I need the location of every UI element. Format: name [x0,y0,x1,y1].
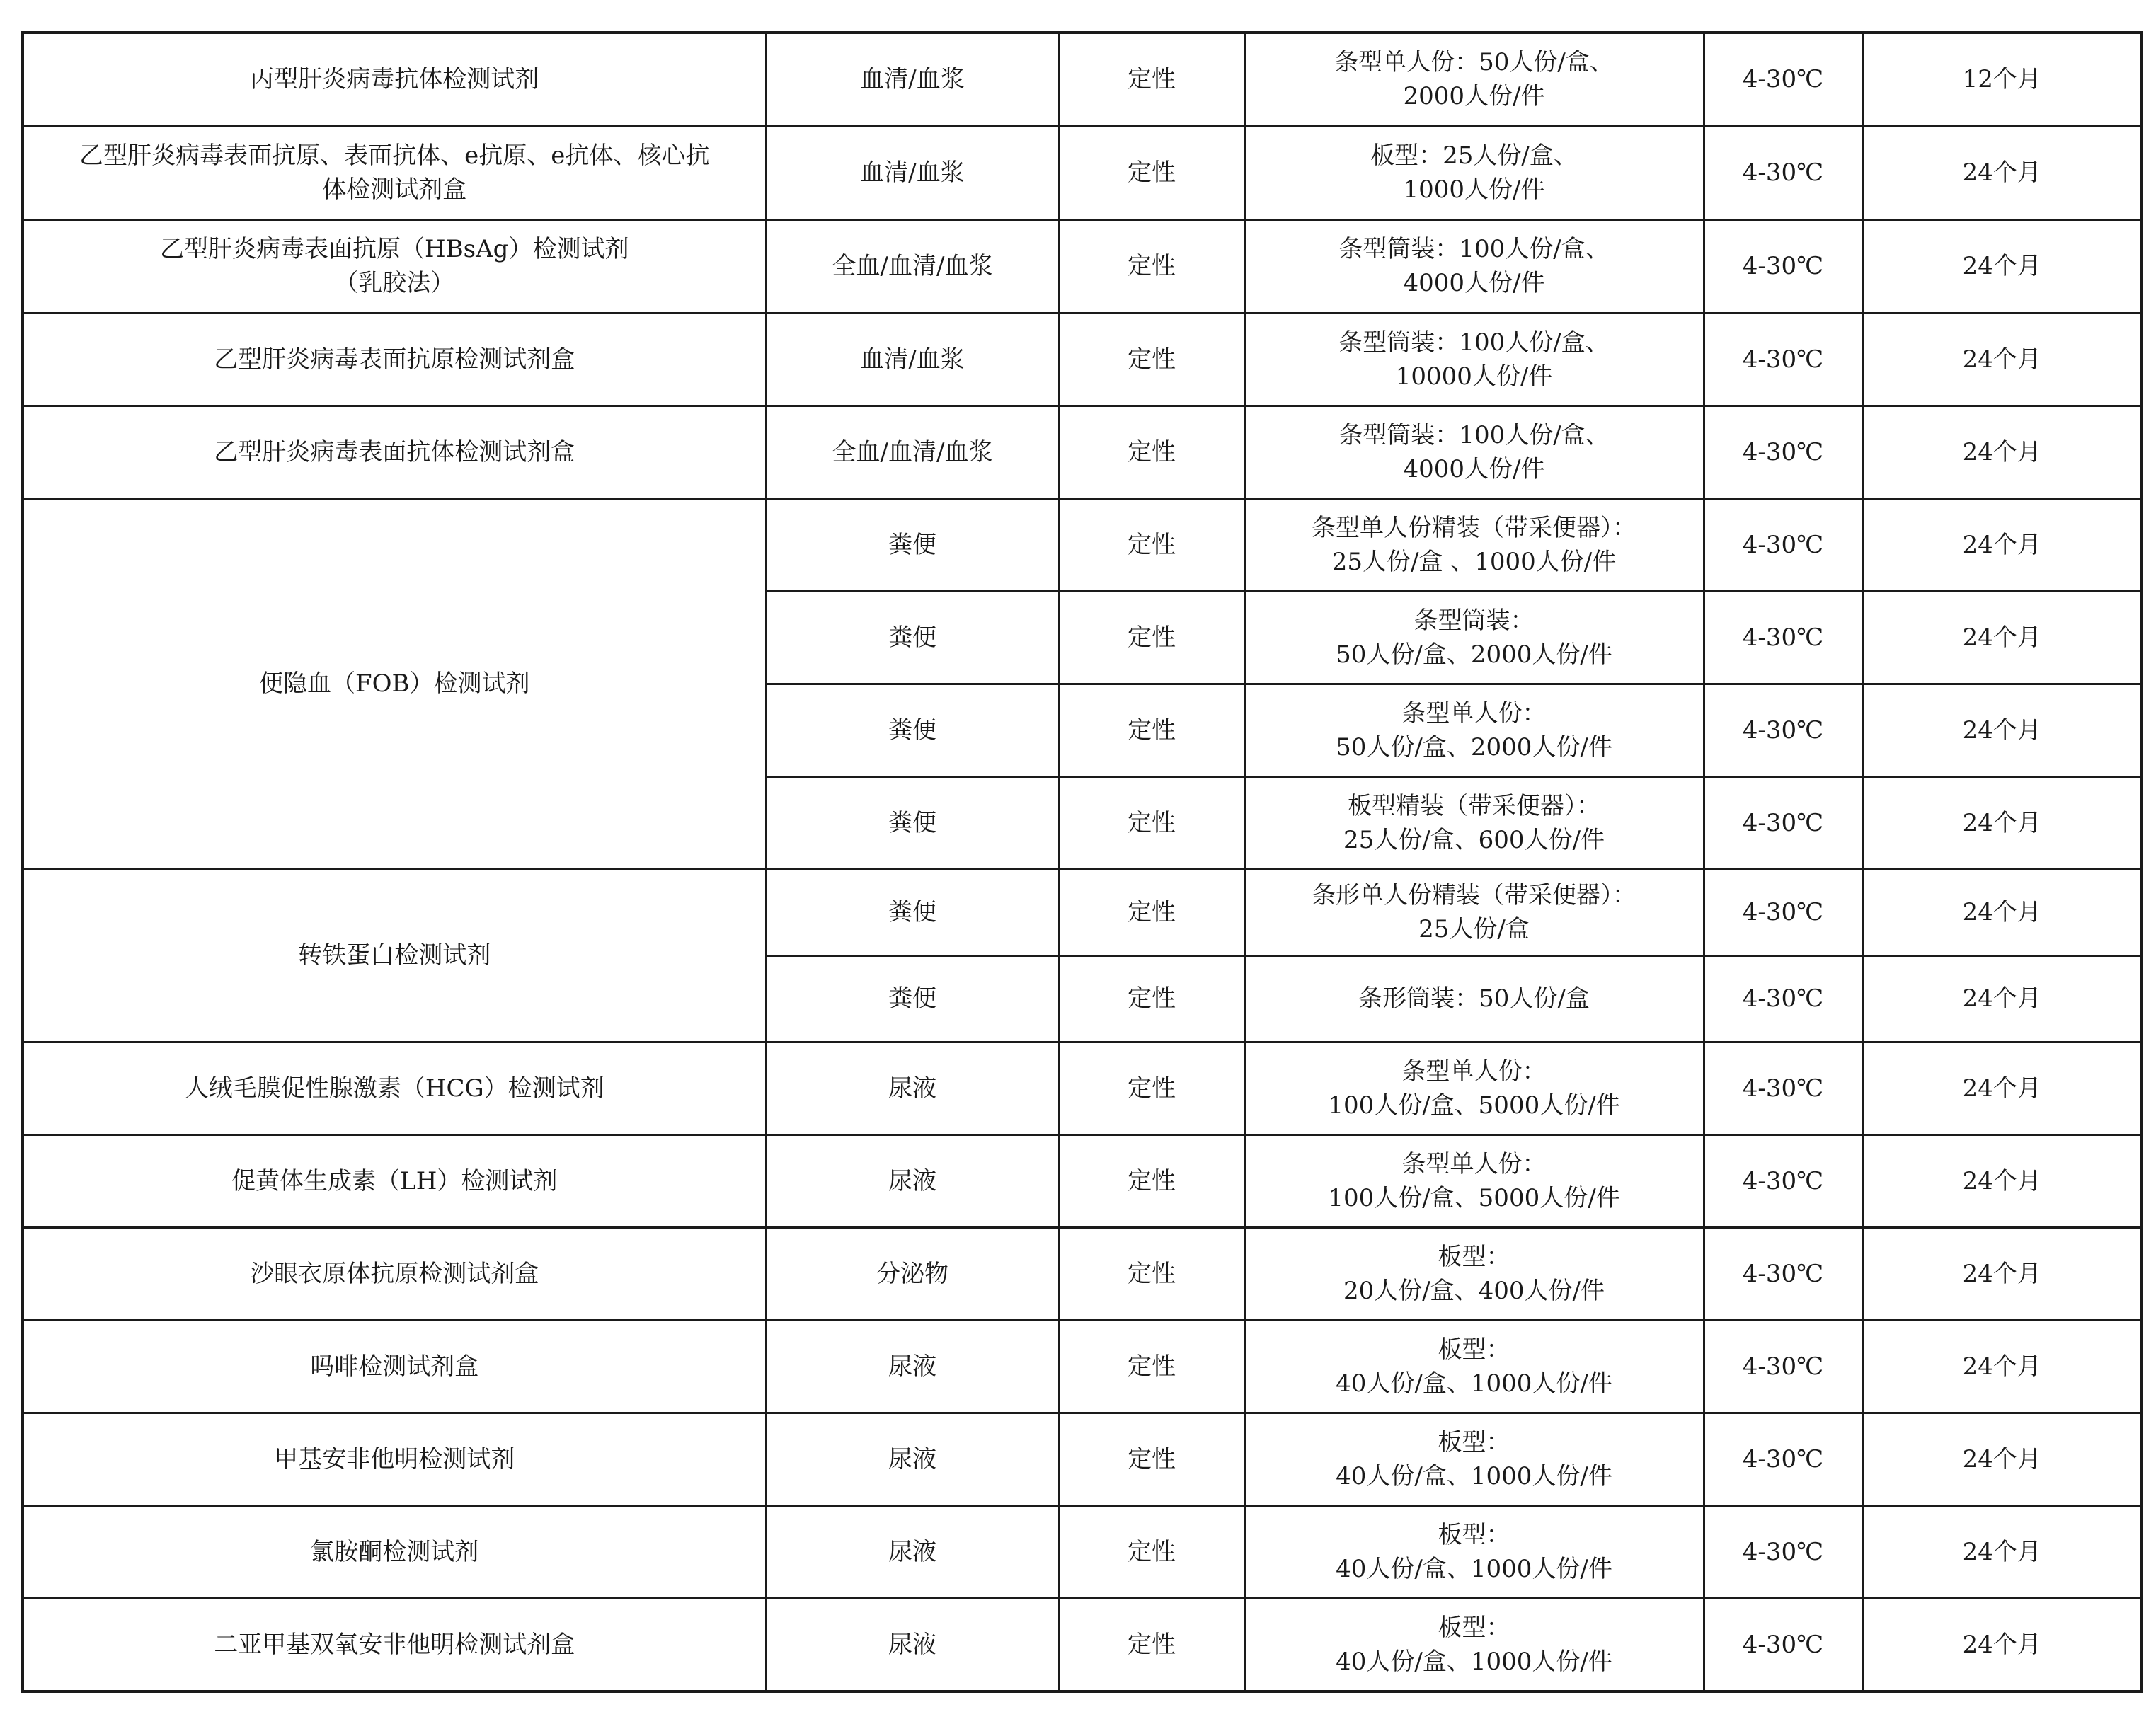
shelf-life-cell: 24个月 [1862,1042,2142,1135]
package-spec-line: 100人份/盒、5000人份/件 [1328,1091,1620,1120]
shelf-life-cell: 24个月 [1862,406,2142,498]
method-cell: 定性 [1059,313,1244,406]
table-row [23,1599,2142,1691]
shelf-life-cell: 24个月 [1862,1413,2142,1506]
method-cell: 定性 [1059,869,1244,955]
package-spec-line: 条型单人份： [1401,699,1547,728]
method-cell: 定性 [1059,1599,1244,1691]
table-row [23,1321,2142,1413]
storage-temp-cell: 4-30℃ [1704,955,1862,1042]
product-table-body [23,33,2142,1691]
method-cell: 定性 [1059,1228,1244,1321]
package-spec-cell [1244,498,1704,591]
package-spec-cell [1244,1506,1704,1599]
product-name-cell [23,219,766,313]
storage-temp-cell: 4-30℃ [1704,591,1862,684]
product-name-cell [23,1135,766,1228]
method-cell: 定性 [1059,591,1244,684]
shelf-life-cell: 24个月 [1862,1135,2142,1228]
storage-temp-cell: 4-30℃ [1704,1599,1862,1691]
table-row [23,1228,2142,1321]
method-cell: 定性 [1059,33,1244,126]
package-spec-line: 板型： [1438,1614,1510,1643]
shelf-life-cell: 24个月 [1862,869,2142,955]
product-name-line: 吗啡检测试剂盒 [310,1352,479,1381]
shelf-life-cell: 24个月 [1862,126,2142,219]
product-name-line: 乙型肝炎病毒表面抗原（HBsAg）检测试剂 [160,235,629,264]
package-spec-cell [1244,1599,1704,1691]
sample-type-cell: 尿液 [766,1042,1059,1135]
package-spec-line: 50人份/盒、2000人份/件 [1336,640,1612,669]
package-spec-line: 40人份/盒、1000人份/件 [1336,1462,1612,1491]
storage-temp-cell: 4-30℃ [1704,406,1862,498]
package-spec-line: 40人份/盒、1000人份/件 [1336,1555,1612,1584]
package-spec-cell [1244,955,1704,1042]
product-name-line: 人绒毛膜促性腺激素（HCG）检测试剂 [184,1074,604,1103]
storage-temp-cell: 4-30℃ [1704,684,1862,776]
storage-temp-cell: 4-30℃ [1704,219,1862,313]
package-spec-line: 板型： [1438,1521,1510,1550]
storage-temp-cell: 4-30℃ [1704,1228,1862,1321]
shelf-life-cell: 24个月 [1862,1599,2142,1691]
package-spec-cell [1244,1042,1704,1135]
package-spec-cell [1244,1228,1704,1321]
product-name-cell [23,498,766,869]
product-name-line: 二亚甲基双氧安非他明检测试剂盒 [214,1631,575,1660]
shelf-life-cell: 24个月 [1862,498,2142,591]
table-row [23,1506,2142,1599]
table-row [23,313,2142,406]
table-row [23,498,2142,591]
package-spec-cell [1244,126,1704,219]
package-spec-cell [1244,1413,1704,1506]
package-spec-line: 条型单人份： [1401,1057,1547,1086]
sample-type-cell: 血清/血浆 [766,33,1059,126]
package-spec-line: 1000人份/件 [1403,176,1545,205]
method-cell: 定性 [1059,1413,1244,1506]
product-name-cell [23,869,766,1042]
shelf-life-cell: 24个月 [1862,219,2142,313]
package-spec-line: 40人份/盒、1000人份/件 [1336,1369,1612,1398]
package-spec-cell [1244,313,1704,406]
package-spec-cell [1244,1321,1704,1413]
package-spec-line: 10000人份/件 [1395,362,1553,391]
table-row [23,1042,2142,1135]
sample-type-cell: 粪便 [766,869,1059,955]
sample-type-cell: 粪便 [766,776,1059,869]
product-name-cell [23,1228,766,1321]
sample-type-cell: 全血/血清/血浆 [766,219,1059,313]
package-spec-line: 板型： [1438,1335,1510,1364]
shelf-life-cell: 12个月 [1862,33,2142,126]
product-name-line: 氯胺酮检测试剂 [310,1538,479,1567]
sample-type-cell: 血清/血浆 [766,126,1059,219]
product-name-line: 丙型肝炎病毒抗体检测试剂 [250,65,539,94]
table-row [23,1413,2142,1506]
package-spec-cell [1244,219,1704,313]
sample-type-cell: 粪便 [766,498,1059,591]
product-table [21,31,2143,1693]
table-row [23,1135,2142,1228]
storage-temp-cell: 4-30℃ [1704,776,1862,869]
method-cell: 定性 [1059,776,1244,869]
package-spec-line: 4000人份/件 [1403,454,1545,483]
package-spec-line: 条形单人份精装（带采便器）： [1312,881,1636,910]
package-spec-line: 条型单人份： [1401,1150,1547,1179]
method-cell: 定性 [1059,684,1244,776]
sample-type-cell: 尿液 [766,1135,1059,1228]
method-cell: 定性 [1059,1321,1244,1413]
package-spec-line: 条型单人份：50人份/盒、 [1334,48,1614,77]
method-cell: 定性 [1059,955,1244,1042]
storage-temp-cell: 4-30℃ [1704,1413,1862,1506]
storage-temp-cell: 4-30℃ [1704,498,1862,591]
storage-temp-cell: 4-30℃ [1704,1321,1862,1413]
sample-type-cell: 粪便 [766,955,1059,1042]
shelf-life-cell: 24个月 [1862,591,2142,684]
shelf-life-cell: 24个月 [1862,1506,2142,1599]
sample-type-cell: 粪便 [766,684,1059,776]
sample-type-cell: 粪便 [766,591,1059,684]
product-name-line: 便隐血（FOB）检测试剂 [259,670,530,699]
shelf-life-cell: 24个月 [1862,684,2142,776]
product-name-cell [23,1042,766,1135]
package-spec-line: 2000人份/件 [1403,82,1545,111]
sample-type-cell: 分泌物 [766,1228,1059,1321]
product-name-line: （乳胶法） [334,269,455,298]
package-spec-cell [1244,406,1704,498]
product-name-line: 乙型肝炎病毒表面抗体检测试剂盒 [214,437,575,466]
product-name-cell [23,1599,766,1691]
product-name-line: 转铁蛋白检测试剂 [298,941,491,970]
table-row [23,219,2142,313]
sample-type-cell: 尿液 [766,1413,1059,1506]
package-spec-line: 50人份/盒、2000人份/件 [1336,732,1612,762]
package-spec-line: 板型： [1438,1428,1510,1457]
product-name-cell [23,313,766,406]
method-cell: 定性 [1059,498,1244,591]
shelf-life-cell: 24个月 [1862,1228,2142,1321]
package-spec-cell [1244,776,1704,869]
package-spec-line: 25人份/盒 [1418,915,1530,944]
package-spec-line: 条型筒装： [1414,606,1535,635]
storage-temp-cell: 4-30℃ [1704,126,1862,219]
package-spec-line: 条型单人份精装（带采便器）： [1312,513,1636,542]
product-name-cell [23,33,766,126]
package-spec-cell [1244,33,1704,126]
table-row [23,126,2142,219]
package-spec-line: 板型：25人份/盒、 [1370,142,1578,171]
product-name-line: 促黄体生成素（LH）检测试剂 [231,1167,558,1196]
method-cell: 定性 [1059,219,1244,313]
sample-type-cell: 血清/血浆 [766,313,1059,406]
package-spec-line: 100人份/盒、5000人份/件 [1328,1184,1620,1213]
package-spec-line: 20人份/盒、400人份/件 [1343,1277,1605,1306]
package-spec-cell [1244,591,1704,684]
package-spec-cell [1244,684,1704,776]
package-spec-line: 板型： [1438,1243,1510,1272]
table-row [23,406,2142,498]
storage-temp-cell: 4-30℃ [1704,1506,1862,1599]
storage-temp-cell: 4-30℃ [1704,869,1862,955]
product-name-line: 体检测试剂盒 [322,176,467,205]
product-name-line: 乙型肝炎病毒表面抗原检测试剂盒 [214,345,575,374]
package-spec-line: 条型筒装：100人份/盒、 [1338,420,1610,449]
storage-temp-cell: 4-30℃ [1704,33,1862,126]
package-spec-line: 25人份/盒 、1000人份/件 [1331,547,1617,576]
sample-type-cell: 尿液 [766,1506,1059,1599]
shelf-life-cell: 24个月 [1862,313,2142,406]
sample-type-cell: 全血/血清/血浆 [766,406,1059,498]
product-name-cell [23,1321,766,1413]
storage-temp-cell: 4-30℃ [1704,1135,1862,1228]
product-name-cell [23,1413,766,1506]
package-spec-cell [1244,1135,1704,1228]
package-spec-line: 4000人份/件 [1403,269,1545,298]
product-name-line: 甲基安非他明检测试剂 [274,1445,515,1474]
product-name-cell [23,1506,766,1599]
shelf-life-cell: 24个月 [1862,776,2142,869]
product-name-line: 沙眼衣原体抗原检测试剂盒 [250,1260,539,1289]
sample-type-cell: 尿液 [766,1321,1059,1413]
method-cell: 定性 [1059,406,1244,498]
table-row [23,33,2142,126]
product-name-line: 乙型肝炎病毒表面抗原、表面抗体、e抗原、e抗体、核心抗 [79,142,710,171]
package-spec-line: 条形筒装：50人份/盒 [1358,984,1590,1013]
storage-temp-cell: 4-30℃ [1704,313,1862,406]
method-cell: 定性 [1059,1135,1244,1228]
shelf-life-cell: 24个月 [1862,955,2142,1042]
package-spec-cell [1244,869,1704,955]
table-row [23,869,2142,955]
method-cell: 定性 [1059,1042,1244,1135]
product-name-cell [23,406,766,498]
package-spec-line: 条型筒装：100人份/盒、 [1338,328,1610,357]
method-cell: 定性 [1059,126,1244,219]
sample-type-cell: 尿液 [766,1599,1059,1691]
package-spec-line: 25人份/盒、600人份/件 [1343,825,1605,854]
package-spec-line: 条型筒装：100人份/盒、 [1338,235,1610,264]
product-name-cell [23,126,766,219]
package-spec-line: 40人份/盒、1000人份/件 [1336,1648,1612,1677]
package-spec-line: 板型精装（带采便器）： [1348,791,1600,820]
storage-temp-cell: 4-30℃ [1704,1042,1862,1135]
shelf-life-cell: 24个月 [1862,1321,2142,1413]
method-cell: 定性 [1059,1506,1244,1599]
